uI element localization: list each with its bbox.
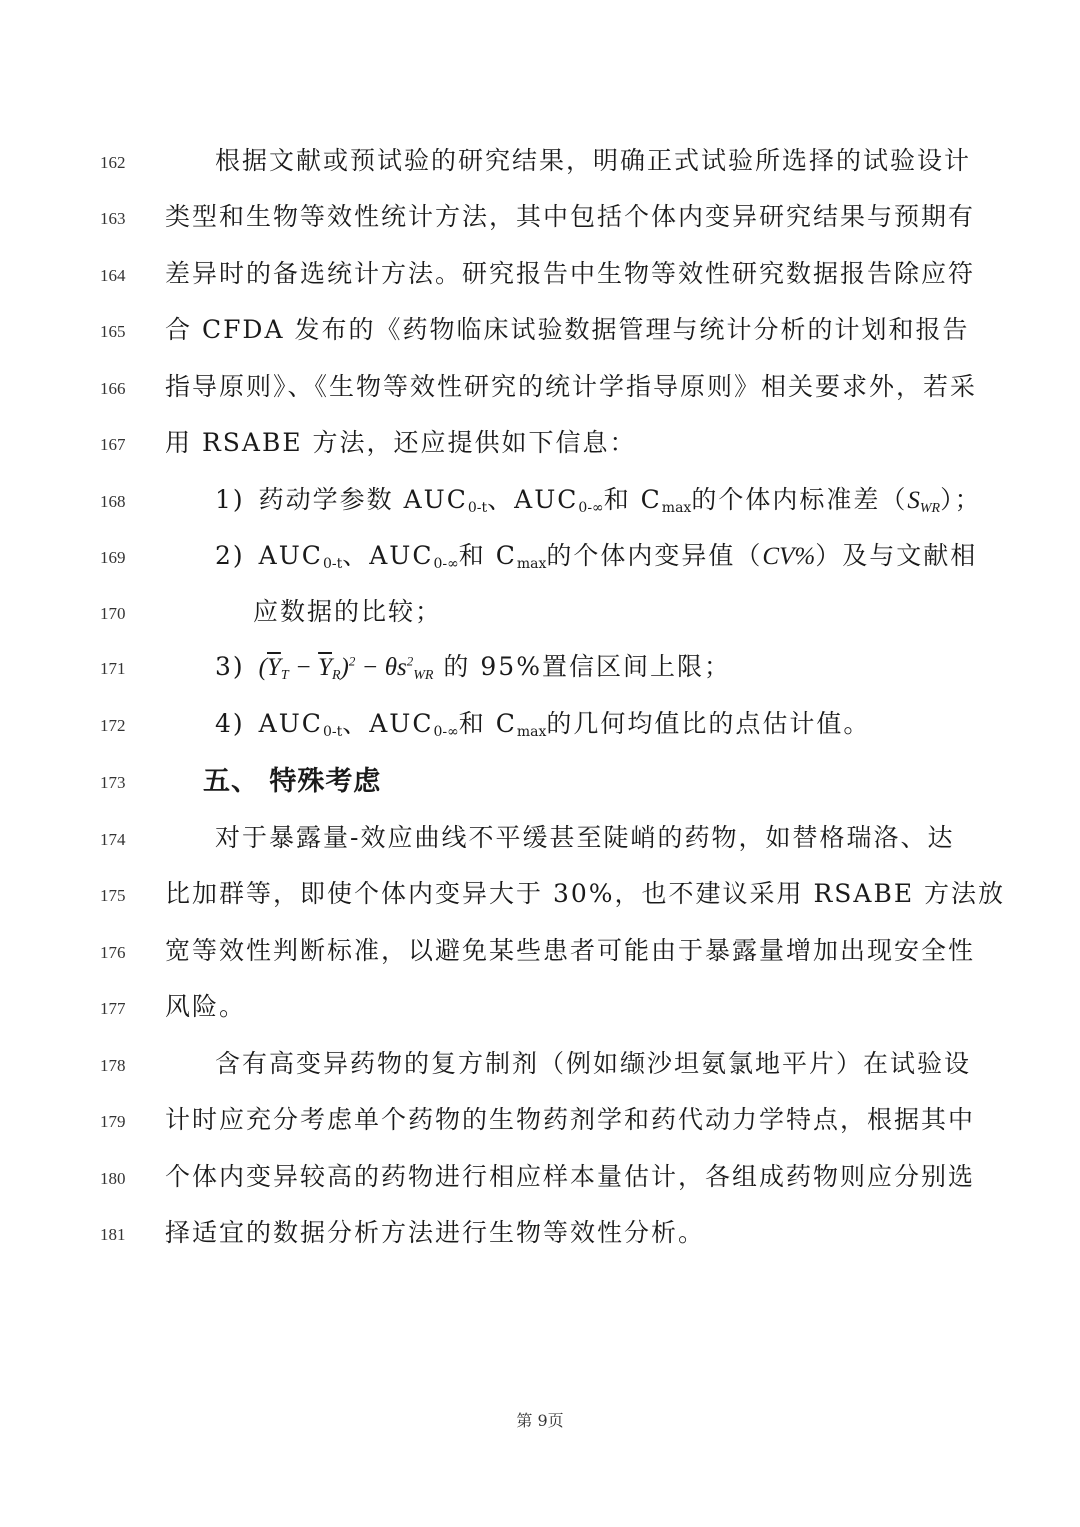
line-text: 风险。 [165,992,247,1021]
item-number: 4) [215,709,245,738]
line-text: 指导原则》、《生物等效性研究的统计学指导原则》相关要求外，若采 [165,372,978,401]
text-line [0,191,1080,247]
line-number: 162 [100,153,126,172]
text-line [0,135,1080,191]
text-line [0,1094,1080,1150]
subscript: R [331,668,341,683]
text-line [0,1038,1080,1094]
line-text: 对于暴露量-效应曲线不平缓甚至陡峭的药物，如替格瑞洛、达 [215,823,955,852]
formula [259,654,434,681]
superscript: 2 [406,653,414,669]
subscript: 0-∞ [433,556,459,572]
line-text: 择适宜的数据分析方法进行生物等效性分析。 [165,1218,706,1247]
heading-text: 五、 特殊考虑 [203,766,382,797]
text-run: 和 C [458,709,517,738]
text-run: 的个体内变异值（ [546,541,763,570]
line-text: 差异时的备选统计方法。研究报告中生物等效性研究数据报告除应符 [165,259,976,288]
operator: − [288,654,319,681]
list-item [0,641,1080,697]
line-number: 166 [100,379,126,398]
list-item [0,530,1080,586]
operator: − θs [355,654,407,681]
section-heading [0,755,1080,811]
text-run: ）及与文献相 [815,541,978,570]
line-number: 180 [100,1169,126,1188]
line-text: 用 RSABE 方法，还应提供如下信息： [165,428,637,457]
text-line [0,812,1080,868]
superscript: 2 [348,653,356,669]
paren: ( [258,654,267,681]
line-number: 177 [100,999,126,1018]
subscript: WR [413,668,434,683]
line-number: 171 [100,659,126,678]
text-run: 的个体内标准差（ [691,485,908,514]
symbol-s: S [907,487,920,514]
line-number: 164 [100,266,126,285]
line-text: 应数据的比较； [253,597,443,626]
subscript: 0-∞ [578,500,604,516]
text-line [0,248,1080,304]
text-run: 的 95%置信区间上限； [433,652,731,681]
item-number: 2) [215,541,245,570]
y-bar: $\overline{Y}$ [267,654,281,681]
subscript: 0-t [467,500,488,516]
subscript: max [516,556,547,572]
text-line [0,981,1080,1037]
list-item-text [215,536,978,572]
text-line [0,1151,1080,1207]
line-number: 163 [100,209,126,228]
subscript: WR [919,501,941,516]
line-text: 宽等效性判断标准，以避免某些患者可能由于暴露量增加出现安全性 [165,936,976,965]
subscript: 0-t [322,724,343,740]
y-bar: $\overline{Y}$ [318,654,332,681]
list-item [0,474,1080,530]
line-number: 175 [100,886,126,905]
line-number: 179 [100,1112,126,1131]
line-text: 合 CFDA 发布的《药物临床试验数据管理与统计分析的计划和报告 [165,315,970,344]
list-item-text [215,480,982,517]
line-number: 181 [100,1225,126,1244]
text-line [0,417,1080,473]
line-number: 167 [100,435,126,454]
line-number: 168 [100,492,126,511]
text-run: 和 C [458,541,517,570]
text-run: 药动学参数 AUC [258,485,468,514]
text-run: ）； [940,485,982,514]
subscript: 0-∞ [433,724,459,740]
line-number: 174 [100,830,126,849]
text-line [0,586,1080,642]
line-number: 170 [100,604,126,623]
text-run: 、AUC [342,541,434,570]
line-text: 比加群等，即使个体内变异大于 30%，也不建议采用 RSABE 方法放 [165,879,1006,908]
list-item [0,698,1080,754]
item-number: 1) [215,485,245,514]
item-number: 3) [215,652,245,681]
paren: ) [340,654,349,681]
line-text: 计时应充分考虑单个药物的生物药剂学和药代动力学特点，根据其中 [165,1105,976,1134]
line-number: 172 [100,716,126,735]
subscript: max [516,724,547,740]
line-text: 含有高变异药物的复方制剂（例如缬沙坦氨氯地平片）在试验设 [215,1049,972,1078]
line-number: 165 [100,322,126,341]
subscript: T [280,668,289,683]
text-line [0,361,1080,417]
subscript: max [661,500,692,516]
text-line [0,868,1080,924]
text-run: AUC [258,709,323,738]
line-number: 178 [100,1056,126,1075]
line-number: 169 [100,548,126,567]
text-line [0,925,1080,981]
page-number: 第 9页 [516,1411,564,1430]
text-line [0,1207,1080,1263]
text-run: 和 C [603,485,662,514]
text-run: 的几何均值比的点估计值。 [546,709,871,738]
list-item-text [215,647,920,684]
line-number: 176 [100,943,126,962]
line-text: 根据文献或预试验的研究结果，明确正式试验所选择的试验设计 [215,146,972,175]
symbol-cv: CV% [762,543,816,570]
line-number: 173 [100,773,126,792]
text-run: 、AUC [342,709,434,738]
line-text: 类型和生物等效性统计方法，其中包括个体内变异研究结果与预期有 [165,202,976,231]
line-text: 个体内变异较高的药物进行相应样本量估计，各组成药物则应分别选 [165,1162,976,1191]
list-item-text [215,704,920,740]
text-line [0,304,1080,360]
subscript: 0-t [322,556,343,572]
text-run: 、AUC [487,485,579,514]
text-run: AUC [258,541,323,570]
